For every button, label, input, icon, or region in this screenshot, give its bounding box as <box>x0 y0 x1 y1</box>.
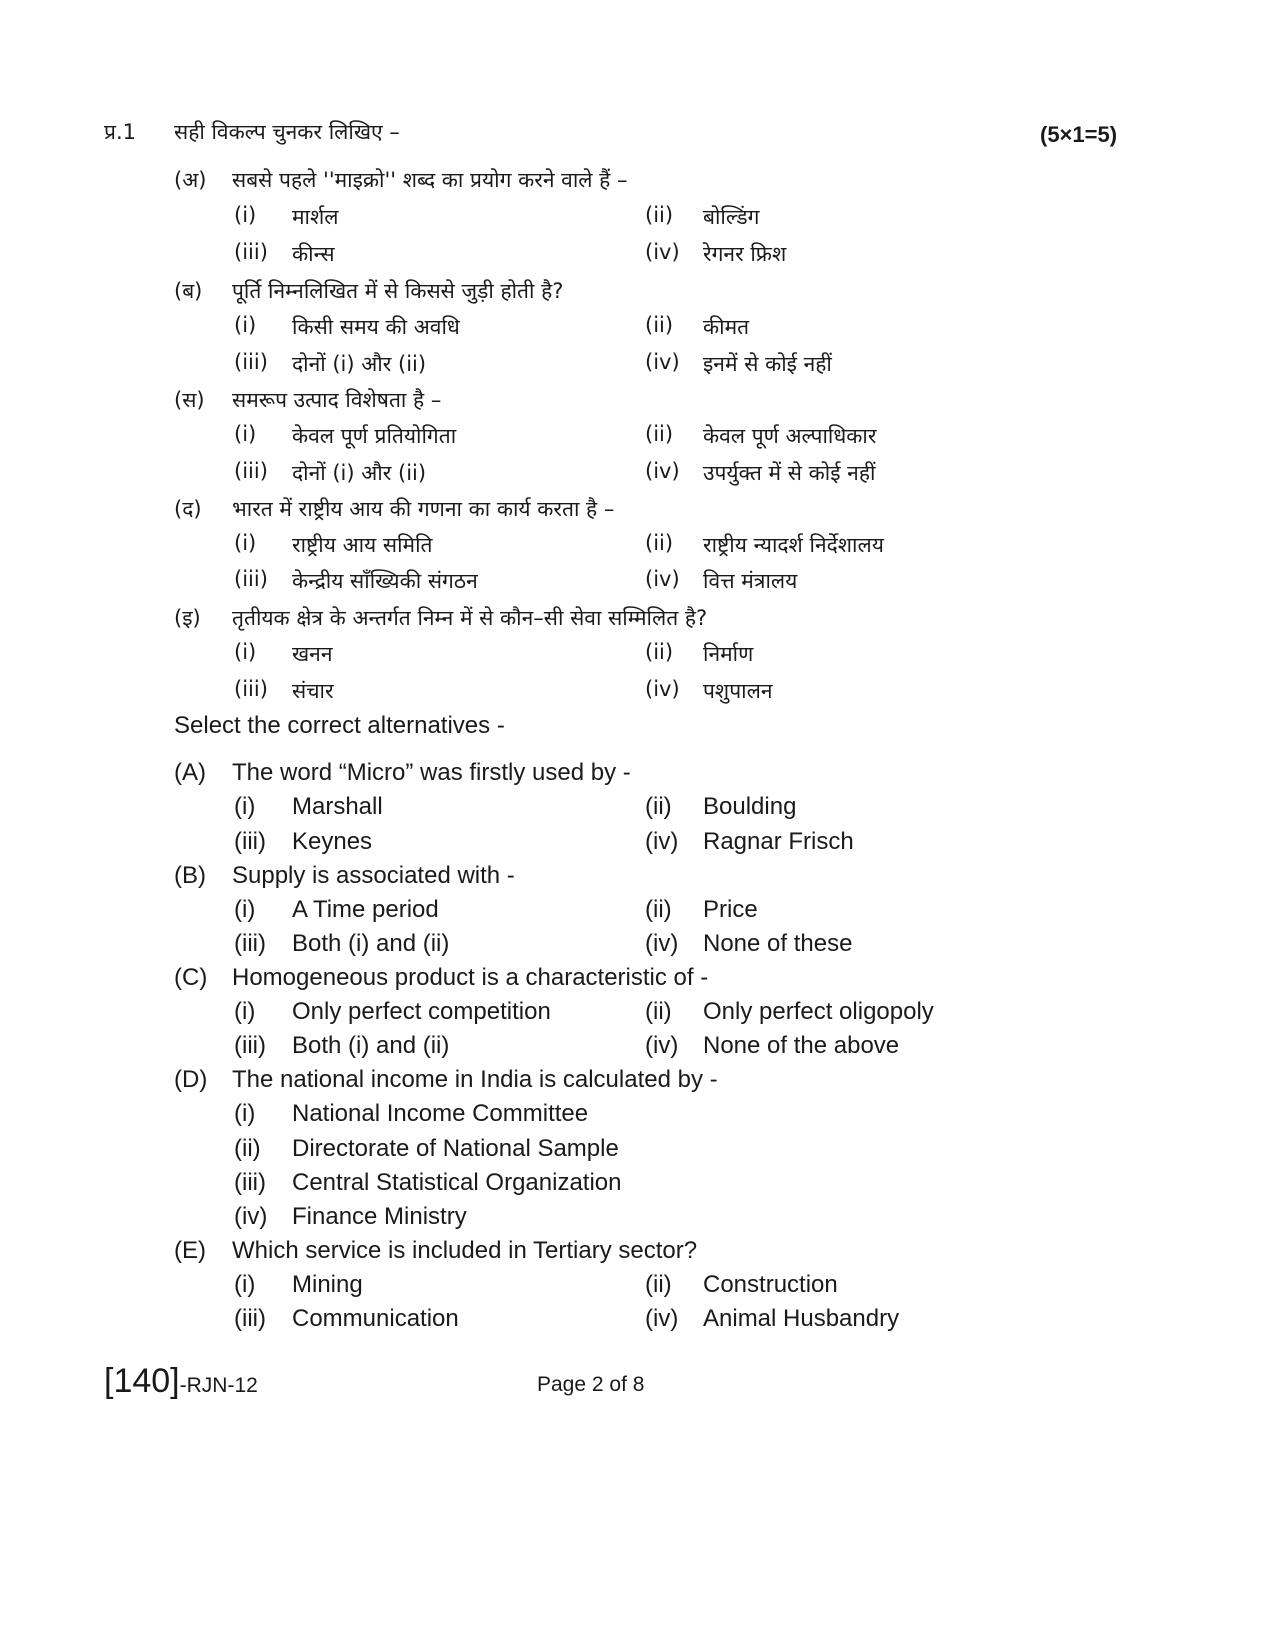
instruction-hindi: सही विकल्प चुनकर लिखिए – <box>174 120 400 144</box>
option-text: इनमें से कोई नहीं <box>703 352 832 376</box>
option-text: A Time period <box>292 896 439 923</box>
question-text: Which service is included in Tertiary sector? <box>232 1237 698 1264</box>
option-text: उपर्युक्त में से कोई नहीं <box>703 461 876 485</box>
option-number: (iii) <box>234 1305 266 1332</box>
paper-code <box>104 1362 258 1401</box>
question-label: (इ) <box>174 606 201 630</box>
option-text: रेगनर फ्रिश <box>703 242 787 266</box>
option-number: (ii) <box>645 531 674 555</box>
option-number: (iii) <box>234 459 268 483</box>
option-text: केवल पूर्ण अल्पाधिकार <box>703 424 877 448</box>
option-number: (iv) <box>234 1203 268 1230</box>
option-number: (iii) <box>234 1032 266 1059</box>
option-number: (i) <box>234 422 257 446</box>
option-number: (iv) <box>645 350 680 374</box>
option-number: (i) <box>234 1100 256 1127</box>
question-text: The national income in India is calculated by - <box>232 1066 718 1093</box>
option-number: (ii) <box>234 1135 261 1162</box>
paper-code-main: [140] <box>104 1362 180 1400</box>
question-number: प्र.1 <box>104 120 136 144</box>
option-text: Construction <box>703 1271 838 1298</box>
instruction-english: Select the correct alternatives - <box>174 712 505 739</box>
option-number: (i) <box>234 640 257 664</box>
option-text: Finance Ministry <box>292 1203 467 1230</box>
option-number: (iv) <box>645 567 680 591</box>
question-text: पूर्ति निम्नलिखित में से किससे जुड़ी होती है? <box>232 279 564 303</box>
option-text: केवल पूर्ण प्रतियोगिता <box>292 424 457 448</box>
question-label: (C) <box>174 964 208 991</box>
question-text: भारत में राष्ट्रीय आय की गणना का कार्य करता है – <box>232 497 615 521</box>
page-number: Page 2 of 8 <box>537 1373 645 1396</box>
option-text: Mining <box>292 1271 363 1298</box>
option-text: केन्द्रीय साँख्यिकी संगठन <box>292 569 478 593</box>
option-number: (iv) <box>645 677 680 701</box>
option-text: Communication <box>292 1305 459 1332</box>
option-number: (iii) <box>234 677 268 701</box>
question-label: (अ) <box>174 168 207 192</box>
question-text: The word “Micro” was firstly used by - <box>232 759 631 786</box>
option-number: (i) <box>234 1271 256 1298</box>
option-text: Both (i) and (ii) <box>292 930 450 957</box>
marks-allocation: (5×1=5) <box>1040 122 1118 147</box>
option-text: Central Statistical Organization <box>292 1169 622 1196</box>
option-number: (iii) <box>234 240 268 264</box>
option-text: Directorate of National Sample <box>292 1135 619 1162</box>
option-number: (iv) <box>645 1305 679 1332</box>
option-text: Boulding <box>703 793 797 820</box>
option-number: (iii) <box>234 567 268 591</box>
option-text: None of these <box>703 930 853 957</box>
option-text: कीन्स <box>292 242 335 266</box>
option-text: किसी समय की अवधि <box>292 315 460 339</box>
option-number: (iii) <box>234 350 268 374</box>
option-number: (i) <box>234 313 257 337</box>
question-label: (D) <box>174 1066 208 1093</box>
option-text: Keynes <box>292 828 373 855</box>
option-text: National Income Committee <box>292 1100 589 1127</box>
option-number: (ii) <box>645 422 674 446</box>
option-text: बोल्डिंग <box>703 205 760 229</box>
option-number: (ii) <box>645 640 674 664</box>
option-text: संचार <box>292 679 334 703</box>
option-text: राष्ट्रीय आय समिति <box>292 533 433 557</box>
option-text: दोनों (i) और (ii) <box>292 461 427 485</box>
option-text: Only perfect oligopoly <box>703 998 934 1025</box>
option-text: दोनों (i) और (ii) <box>292 352 427 376</box>
option-text: None of the above <box>703 1032 900 1059</box>
option-text: निर्माण <box>703 642 754 666</box>
option-text: खनन <box>292 642 333 666</box>
option-text: Only perfect competition <box>292 998 551 1025</box>
option-number: (iv) <box>645 828 679 855</box>
option-number: (iv) <box>645 930 679 957</box>
option-number: (i) <box>234 793 256 820</box>
question-label: (स) <box>174 388 205 412</box>
option-number: (ii) <box>645 203 674 227</box>
option-text: Both (i) and (ii) <box>292 1032 450 1059</box>
question-text: समरूप उत्पाद विशेषता है – <box>232 388 442 412</box>
question-label: (E) <box>174 1237 206 1264</box>
option-number: (iv) <box>645 1032 679 1059</box>
option-number: (ii) <box>645 793 672 820</box>
option-number: (ii) <box>645 998 672 1025</box>
question-label: (द) <box>174 497 202 521</box>
option-text: Ragnar Frisch <box>703 828 854 855</box>
option-text: Animal Husbandry <box>703 1305 900 1332</box>
option-number: (iv) <box>645 459 680 483</box>
question-label: (B) <box>174 862 206 889</box>
option-number: (iv) <box>645 240 680 264</box>
option-number: (ii) <box>645 1271 672 1298</box>
question-label: (ब) <box>174 279 203 303</box>
option-text: वित्त मंत्रालय <box>703 569 798 593</box>
option-text: राष्ट्रीय न्यादर्श निर्देशालय <box>703 533 884 557</box>
option-number: (i) <box>234 998 256 1025</box>
question-text: सबसे पहले ''माइक्रो'' शब्द का प्रयोग करने वाले हैं – <box>232 168 628 192</box>
option-text: मार्शल <box>292 205 339 229</box>
option-number: (iii) <box>234 930 266 957</box>
question-text: Homogeneous product is a characteristic of - <box>232 964 709 991</box>
option-number: (i) <box>234 896 256 923</box>
option-number: (i) <box>234 531 257 555</box>
option-number: (i) <box>234 203 257 227</box>
question-text: तृतीयक क्षेत्र के अन्तर्गत निम्न में से कौन–सी सेवा सम्मिलित है? <box>232 606 708 630</box>
option-number: (ii) <box>645 896 672 923</box>
question-label: (A) <box>174 759 206 786</box>
option-number: (iii) <box>234 1169 266 1196</box>
option-text: Marshall <box>292 793 383 820</box>
option-number: (ii) <box>645 313 674 337</box>
option-text: पशुपालन <box>703 679 773 703</box>
question-text: Supply is associated with - <box>232 862 515 889</box>
option-text: कीमत <box>703 315 750 339</box>
option-text: Price <box>703 896 758 923</box>
paper-code-suffix: -RJN-12 <box>179 1374 258 1397</box>
option-number: (iii) <box>234 828 266 855</box>
